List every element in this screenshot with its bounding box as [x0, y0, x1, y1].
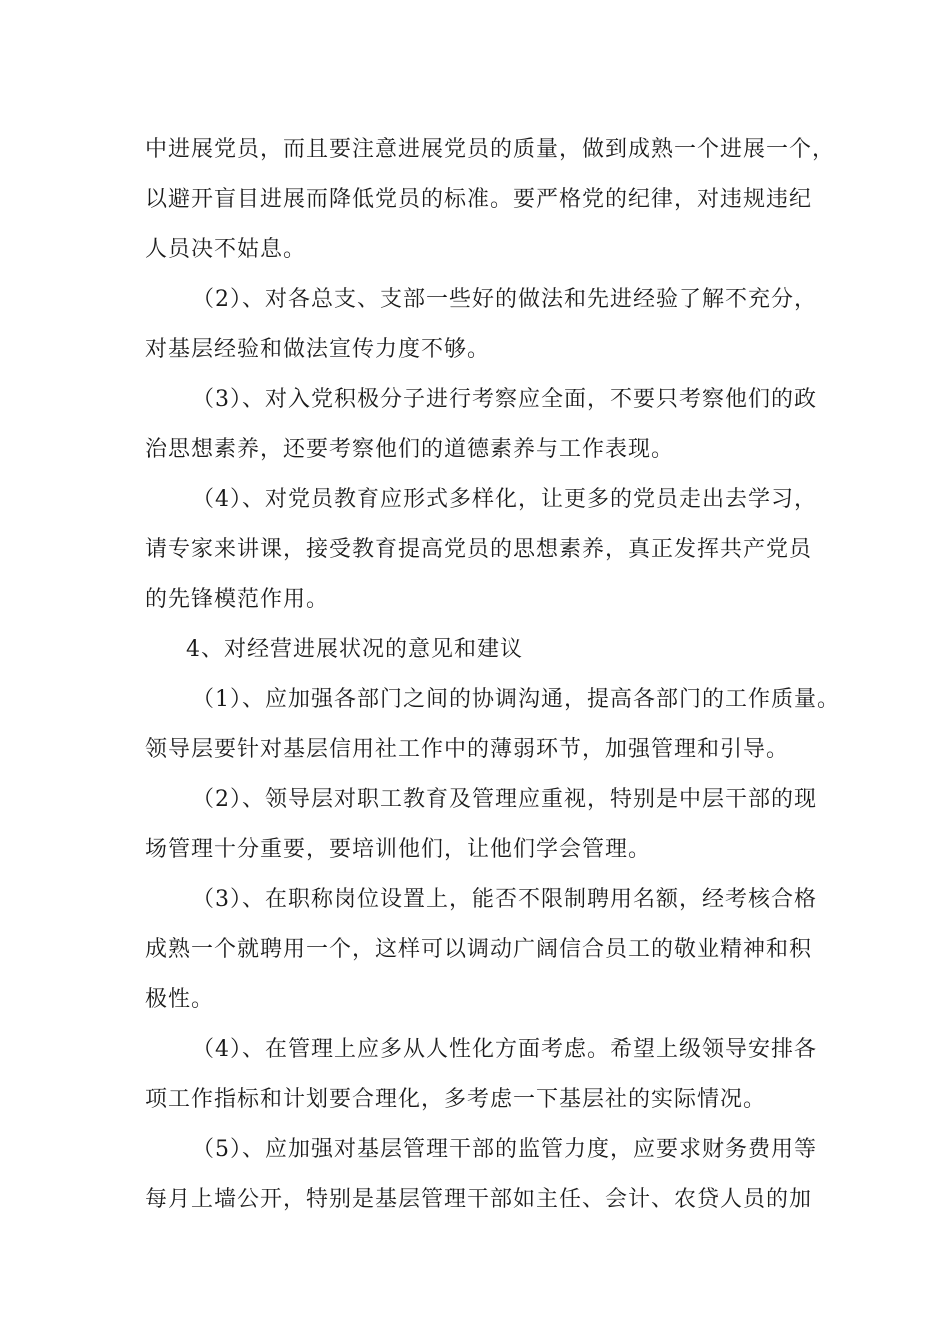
list-item-line: （2）、领导层对职工教育及管理应重视，特别是中层干部的现: [192, 787, 817, 812]
list-item-line: （4）、在管理上应多从人性化方面考虑。希望上级领导安排各: [192, 1037, 817, 1062]
body-text-line: 场管理十分重要，要培训他们，让他们学会管理。: [145, 837, 652, 862]
body-text-line: 中进展党员，而且要注意进展党员的质量，做到成熟一个进展一个，: [145, 137, 836, 162]
section-heading: 4、对经营进展状况的意见和建议: [186, 637, 523, 662]
body-text-line: 人员决不姑息。: [145, 237, 307, 262]
body-text-line: 极性。: [145, 987, 215, 1012]
list-item-line: （3）、对入党积极分子进行考察应全面，不要只考察他们的政: [192, 387, 817, 412]
list-item-line: （3）、在职称岗位设置上，能否不限制聘用名额，经考核合格: [192, 887, 817, 912]
list-item-line: （4）、对党员教育应形式多样化，让更多的党员走出去学习，: [192, 487, 817, 512]
list-item-line: （2）、对各总支、支部一些好的做法和先进经验了解不充分，: [192, 287, 817, 312]
body-text-line: 以避开盲目进展而降低党员的标准。要严格党的纪律，对违规违纪: [145, 187, 813, 212]
body-text-line: 领导层要针对基层信用社工作中的薄弱环节，加强管理和引导。: [145, 737, 790, 762]
body-text-line: 每月上墙公开，特别是基层管理干部如主任、会计、农贷人员的加: [145, 1187, 813, 1212]
body-text-line: 成熟一个就聘用一个，这样可以调动广阔信合员工的敬业精神和积: [145, 937, 813, 962]
list-item-line: （5）、应加强对基层管理干部的监管力度，应要求财务费用等: [192, 1137, 817, 1162]
body-text-line: 项工作指标和计划要合理化，多考虑一下基层社的实际情况。: [145, 1087, 767, 1112]
body-text-line: 治思想素养，还要考察他们的道德素养与工作表现。: [145, 437, 675, 462]
body-text-line: 请专家来讲课，接受教育提高党员的思想素养，真正发挥共产党员: [145, 537, 813, 562]
list-item-line: （1）、应加强各部门之间的协调沟通，提高各部门的工作质量。: [192, 687, 840, 712]
body-text-line: 对基层经验和做法宣传力度不够。: [145, 337, 491, 362]
body-text-line: 的先锋模范作用。: [145, 587, 330, 612]
